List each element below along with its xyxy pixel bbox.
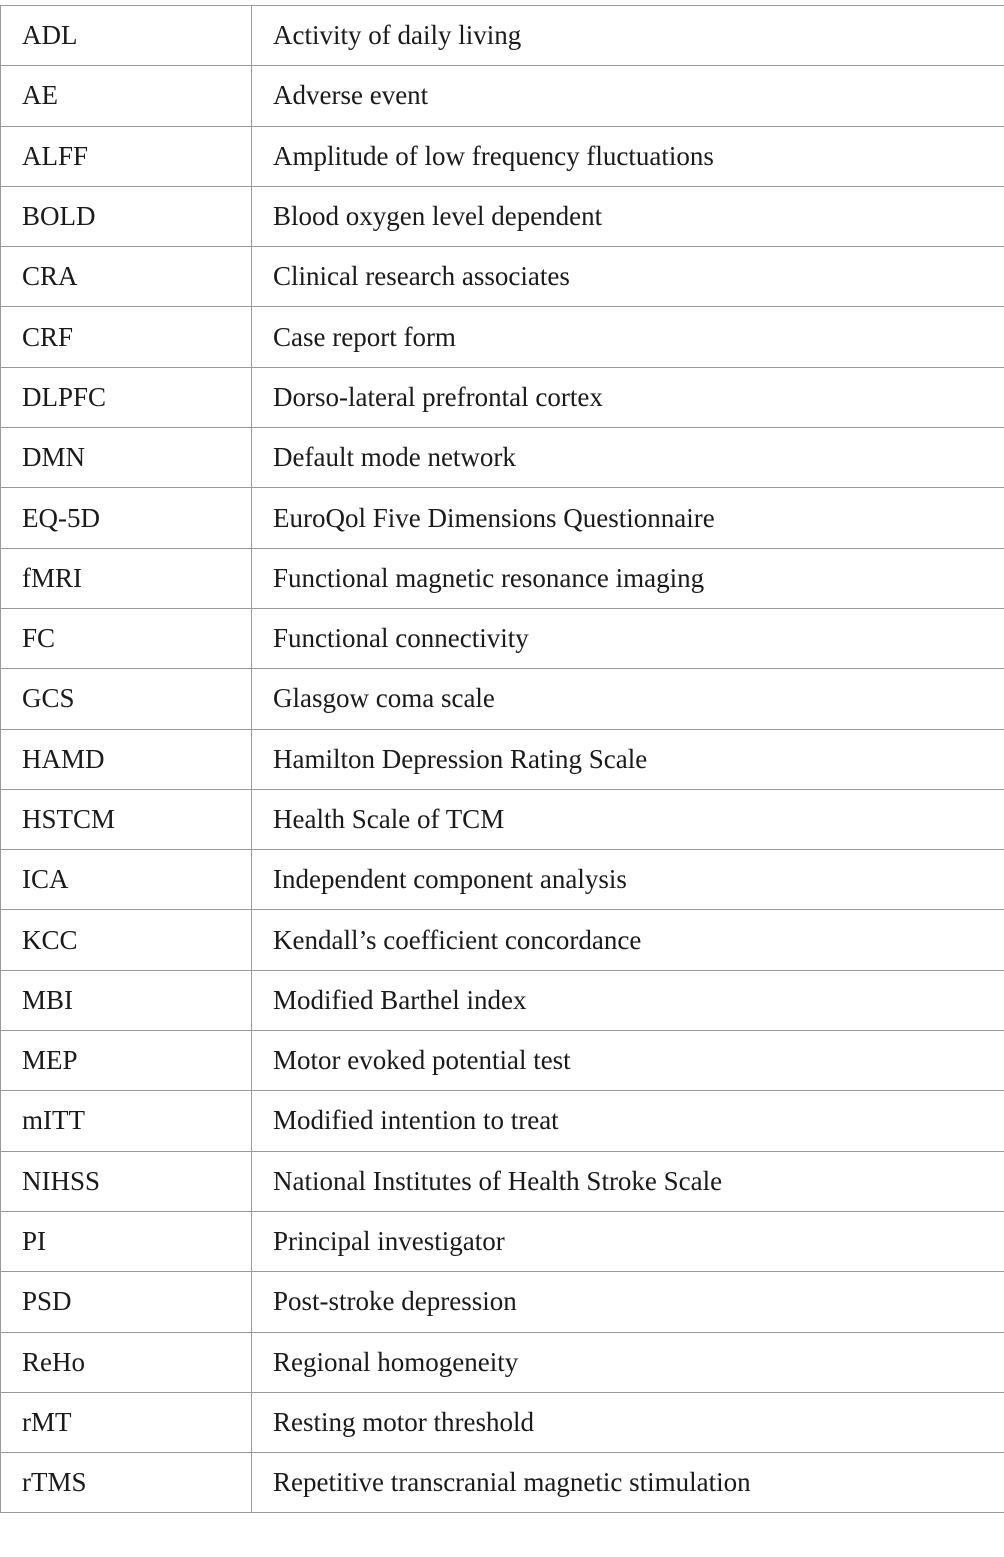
table-row (1, 1272, 1004, 1332)
definition-cell: Health Scale of TCM (252, 789, 1004, 849)
abbreviation-cell: CRA (1, 247, 252, 307)
table-row (1, 1211, 1004, 1271)
table-row (1, 1332, 1004, 1392)
table-row (1, 729, 1004, 789)
abbreviation-cell: ICA (1, 850, 252, 910)
definition-cell: Modified intention to treat (252, 1091, 1004, 1151)
definition-cell: Glasgow coma scale (252, 669, 1004, 729)
abbreviation-cell: HAMD (1, 729, 252, 789)
definition-cell: Modified Barthel index (252, 970, 1004, 1030)
definition-cell: Kendall’s coefficient concordance (252, 910, 1004, 970)
table-row (1, 1151, 1004, 1211)
abbreviation-cell: PSD (1, 1272, 252, 1332)
abbreviation-cell: EQ-5D (1, 488, 252, 548)
table-row (1, 488, 1004, 548)
abbreviation-cell: FC (1, 608, 252, 668)
abbreviation-cell: NIHSS (1, 1151, 252, 1211)
definition-cell: Adverse event (252, 66, 1004, 126)
abbreviation-cell: mITT (1, 1091, 252, 1151)
definition-cell: Blood oxygen level dependent (252, 186, 1004, 246)
definition-cell: Post-stroke depression (252, 1272, 1004, 1332)
abbreviation-cell: ReHo (1, 1332, 252, 1392)
abbreviation-cell: rMT (1, 1392, 252, 1452)
definition-cell: Hamilton Depression Rating Scale (252, 729, 1004, 789)
definition-cell: Functional magnetic resonance imaging (252, 548, 1004, 608)
definition-cell: Functional connectivity (252, 608, 1004, 668)
abbreviation-cell: HSTCM (1, 789, 252, 849)
definition-cell: Default mode network (252, 428, 1004, 488)
table-row (1, 1453, 1004, 1513)
table-row (1, 1031, 1004, 1091)
table-row (1, 1392, 1004, 1452)
table-row (1, 428, 1004, 488)
definition-cell: Activity of daily living (252, 6, 1004, 66)
definition-cell: EuroQol Five Dimensions Questionnaire (252, 488, 1004, 548)
abbreviation-cell: PI (1, 1211, 252, 1271)
table-row (1, 789, 1004, 849)
abbreviation-cell: MEP (1, 1031, 252, 1091)
abbreviations-table-body (1, 6, 1004, 1513)
abbreviation-cell: MBI (1, 970, 252, 1030)
definition-cell: Resting motor threshold (252, 1392, 1004, 1452)
table-row (1, 307, 1004, 367)
abbreviation-cell: fMRI (1, 548, 252, 608)
definition-cell: Amplitude of low frequency fluctuations (252, 126, 1004, 186)
abbreviation-cell: DMN (1, 428, 252, 488)
abbreviation-cell: GCS (1, 669, 252, 729)
table-row (1, 548, 1004, 608)
abbreviation-cell: CRF (1, 307, 252, 367)
definition-cell: Independent component analysis (252, 850, 1004, 910)
table-row (1, 850, 1004, 910)
abbreviation-cell: BOLD (1, 186, 252, 246)
abbreviation-cell: rTMS (1, 1453, 252, 1513)
table-row (1, 1091, 1004, 1151)
table-row (1, 247, 1004, 307)
abbreviations-table (0, 5, 1004, 1513)
definition-cell: National Institutes of Health Stroke Scale (252, 1151, 1004, 1211)
table-row (1, 970, 1004, 1030)
abbreviation-cell: ALFF (1, 126, 252, 186)
table-row (1, 6, 1004, 66)
table-row (1, 186, 1004, 246)
table-row (1, 669, 1004, 729)
definition-cell: Principal investigator (252, 1211, 1004, 1271)
definition-cell: Regional homogeneity (252, 1332, 1004, 1392)
table-row (1, 66, 1004, 126)
definition-cell: Repetitive transcranial magnetic stimulation (252, 1453, 1004, 1513)
table-row (1, 367, 1004, 427)
definition-cell: Dorso-lateral prefrontal cortex (252, 367, 1004, 427)
table-row (1, 608, 1004, 668)
table-row (1, 126, 1004, 186)
table-row (1, 910, 1004, 970)
abbreviation-cell: DLPFC (1, 367, 252, 427)
abbreviation-cell: ADL (1, 6, 252, 66)
abbreviation-cell: KCC (1, 910, 252, 970)
abbreviation-cell: AE (1, 66, 252, 126)
definition-cell: Clinical research associates (252, 247, 1004, 307)
definition-cell: Motor evoked potential test (252, 1031, 1004, 1091)
definition-cell: Case report form (252, 307, 1004, 367)
